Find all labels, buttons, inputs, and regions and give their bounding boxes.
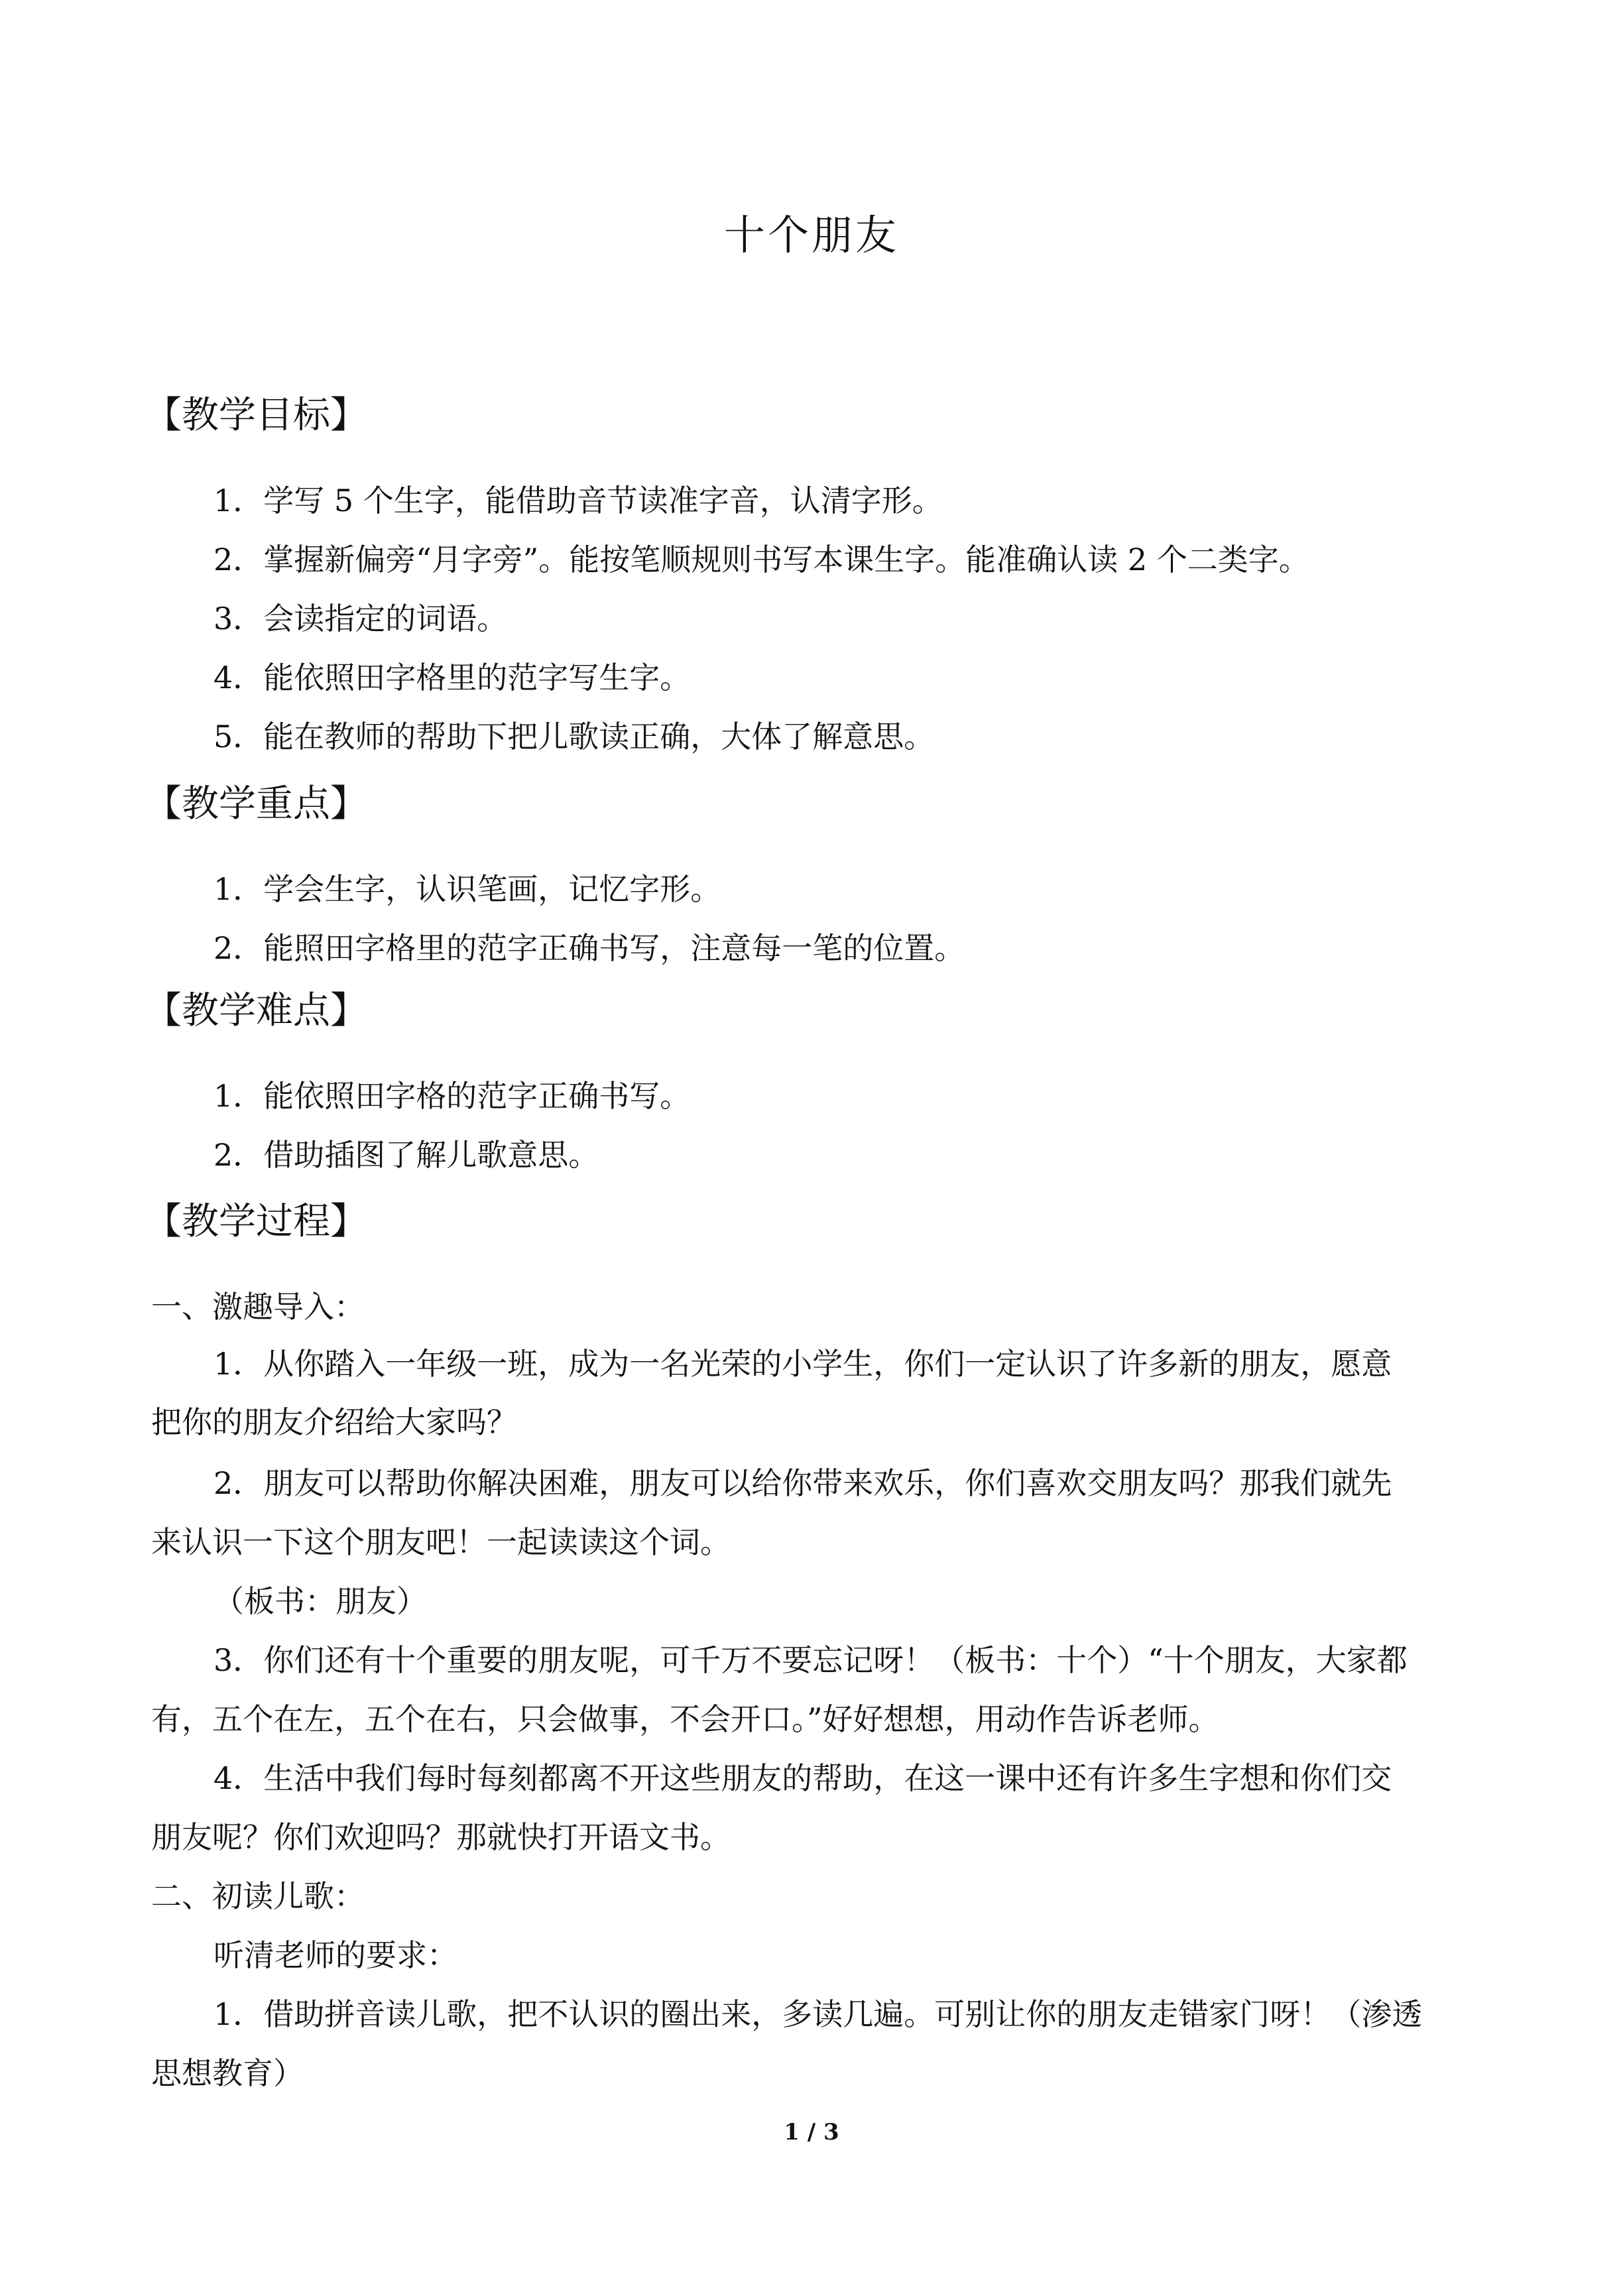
- process-para5-line2: 思想教育）: [151, 2055, 304, 2091]
- objective-item-5: 5．能在教师的帮助下把儿歌读正确，大体了解意思。: [213, 719, 935, 755]
- objective-item-3: 3．会读指定的词语。: [213, 601, 508, 636]
- difficulties-heading: 【教学难点】: [145, 989, 367, 1032]
- process-part1-title: 一、激趣导入：: [151, 1289, 365, 1325]
- document-title: 十个朋友: [723, 211, 899, 259]
- process-para1-line2: 把你的朋友介绍给大家吗？: [151, 1404, 517, 1440]
- difficulty-item-1: 1．能依照田字格的范字正确书写。: [213, 1078, 691, 1114]
- page-number: 1 / 3: [784, 2119, 839, 2145]
- difficulty-item-2: 2．借助插图了解儿歌意思。: [213, 1137, 599, 1173]
- objectives-heading: 【教学目标】: [145, 394, 367, 437]
- process-heading: 【教学过程】: [145, 1200, 367, 1243]
- key-point-item-1: 1．学会生字，认识笔画，记忆字形。: [213, 871, 721, 907]
- process-para4-line2: 朋友呢？你们欢迎吗？那就快打开语文书。: [151, 1819, 731, 1855]
- process-para2-line2: 来认识一下这个朋友吧！一起读读这个词。: [151, 1524, 731, 1560]
- process-para3-line1: 3．你们还有十个重要的朋友呢，可千万不要忘记呀！（板书：十个）“十个朋友，大家都: [213, 1642, 1408, 1678]
- process-para5-line1: 1．借助拼音读儿歌，把不认识的圈出来，多读几遍。可别让你的朋友走错家门呀！（渗透: [213, 1996, 1423, 2032]
- objective-item-1: 1．学写 5 个生字，能借助音节读准字音，认清字形。: [213, 483, 943, 518]
- process-para2-note: （板书：朋友）: [213, 1583, 427, 1619]
- process-para1-line1: 1．从你踏入一年级一班，成为一名光荣的小学生，你们一定认识了许多新的朋友，愿意: [213, 1346, 1392, 1382]
- process-part2-intro: 听清老师的要求：: [213, 1937, 457, 1973]
- process-part2-title: 二、初读儿歌：: [151, 1878, 365, 1914]
- objective-item-4: 4．能依照田字格里的范字写生字。: [213, 660, 691, 695]
- objective-item-2: 2．掌握新偏旁“月字旁”。能按笔顺规则书写本课生字。能准确认读 2 个二类字。: [213, 542, 1309, 577]
- key-point-item-2: 2．能照田字格里的范字正确书写，注意每一笔的位置。: [213, 930, 965, 966]
- process-para3-line2: 有，五个在左，五个在右，只会做事，不会开口。”好好想想，用动作告诉老师。: [151, 1701, 1219, 1737]
- key-points-heading: 【教学重点】: [145, 782, 367, 825]
- process-para2-line1: 2．朋友可以帮助你解决困难，朋友可以给你带来欢乐，你们喜欢交朋友吗？那我们就先: [213, 1465, 1392, 1501]
- process-para4-line1: 4．生活中我们每时每刻都离不开这些朋友的帮助，在这一课中还有许多生字想和你们交: [213, 1760, 1392, 1796]
